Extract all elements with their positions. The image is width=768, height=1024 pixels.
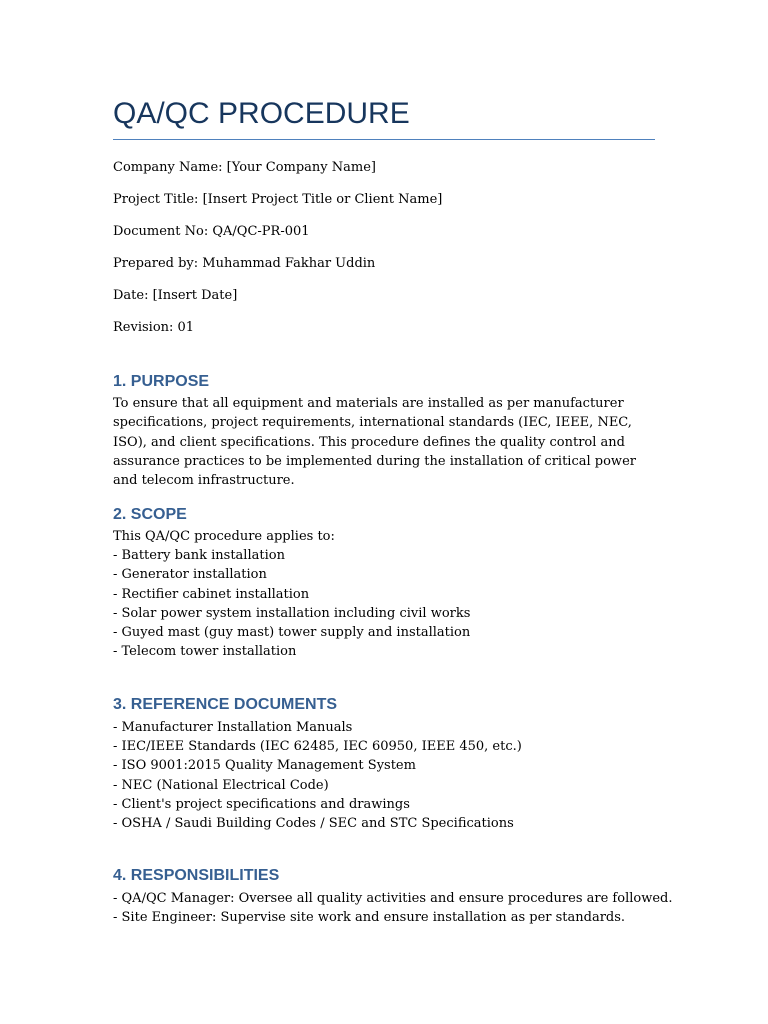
reference-item: - ISO 9001:2015 Quality Management System	[113, 758, 416, 774]
scope-list	[113, 527, 658, 661]
scope-item: - Generator installation	[113, 567, 267, 583]
document-number: Document No: QA/QC-PR-001	[113, 224, 310, 239]
responsibilities-list	[113, 889, 673, 927]
reference-item: - IEC/IEEE Standards (IEC 62485, IEC 60950, IEEE 450, etc.)	[113, 739, 522, 755]
title-underline	[113, 139, 655, 140]
reference-item: - Client's project specifications and drawings	[113, 796, 410, 812]
document-title: QA/QC PROCEDURE	[113, 97, 410, 130]
scope-item: - Telecom tower installation	[113, 644, 297, 660]
scope-item: - Battery bank installation	[113, 548, 285, 564]
prepared-by: Prepared by: Muhammad Fakhar Uddin	[113, 256, 376, 271]
scope-item: - Solar power system installation including civil works	[113, 605, 471, 621]
responsibility-item: - Site Engineer: Supervise site work and ensure installation as per standards.	[113, 910, 626, 926]
purpose-body: To ensure that all equipment and materials are installed as per manufacturer specifications, project requirements, international standards (IEC, IEEE, NEC, ISO), and client specifications. This procedure defines the quality control and assurance practices to be implemented during the installation of critical power and telecom infrastructure.	[113, 396, 636, 489]
reference-item: - OSHA / Saudi Building Codes / SEC and STC Specifications	[113, 816, 514, 832]
references-heading: 3. REFERENCE DOCUMENTS	[113, 696, 338, 713]
project-title: Project Title: [Insert Project Title or Client Name]	[113, 192, 443, 207]
scope-item: This QA/QC procedure applies to:	[113, 529, 335, 544]
purpose-heading: 1. PURPOSE	[113, 373, 210, 390]
scope-item: - Guyed mast (guy mast) tower supply and installation	[113, 625, 471, 641]
references-list	[113, 718, 658, 833]
revision-number: Revision: 01	[113, 320, 195, 335]
scope-item: - Rectifier cabinet installation	[113, 586, 310, 602]
scope-heading: 2. SCOPE	[113, 506, 187, 523]
company-name: Company Name: [Your Company Name]	[113, 160, 376, 175]
document-date: Date: [Insert Date]	[113, 288, 238, 303]
reference-item: - NEC (National Electrical Code)	[113, 777, 329, 793]
reference-item: - Manufacturer Installation Manuals	[113, 720, 353, 735]
responsibility-item: - QA/QC Manager: Oversee all quality activities and ensure procedures are followed.	[113, 891, 673, 906]
responsibilities-heading: 4. RESPONSIBILITIES	[113, 867, 280, 884]
